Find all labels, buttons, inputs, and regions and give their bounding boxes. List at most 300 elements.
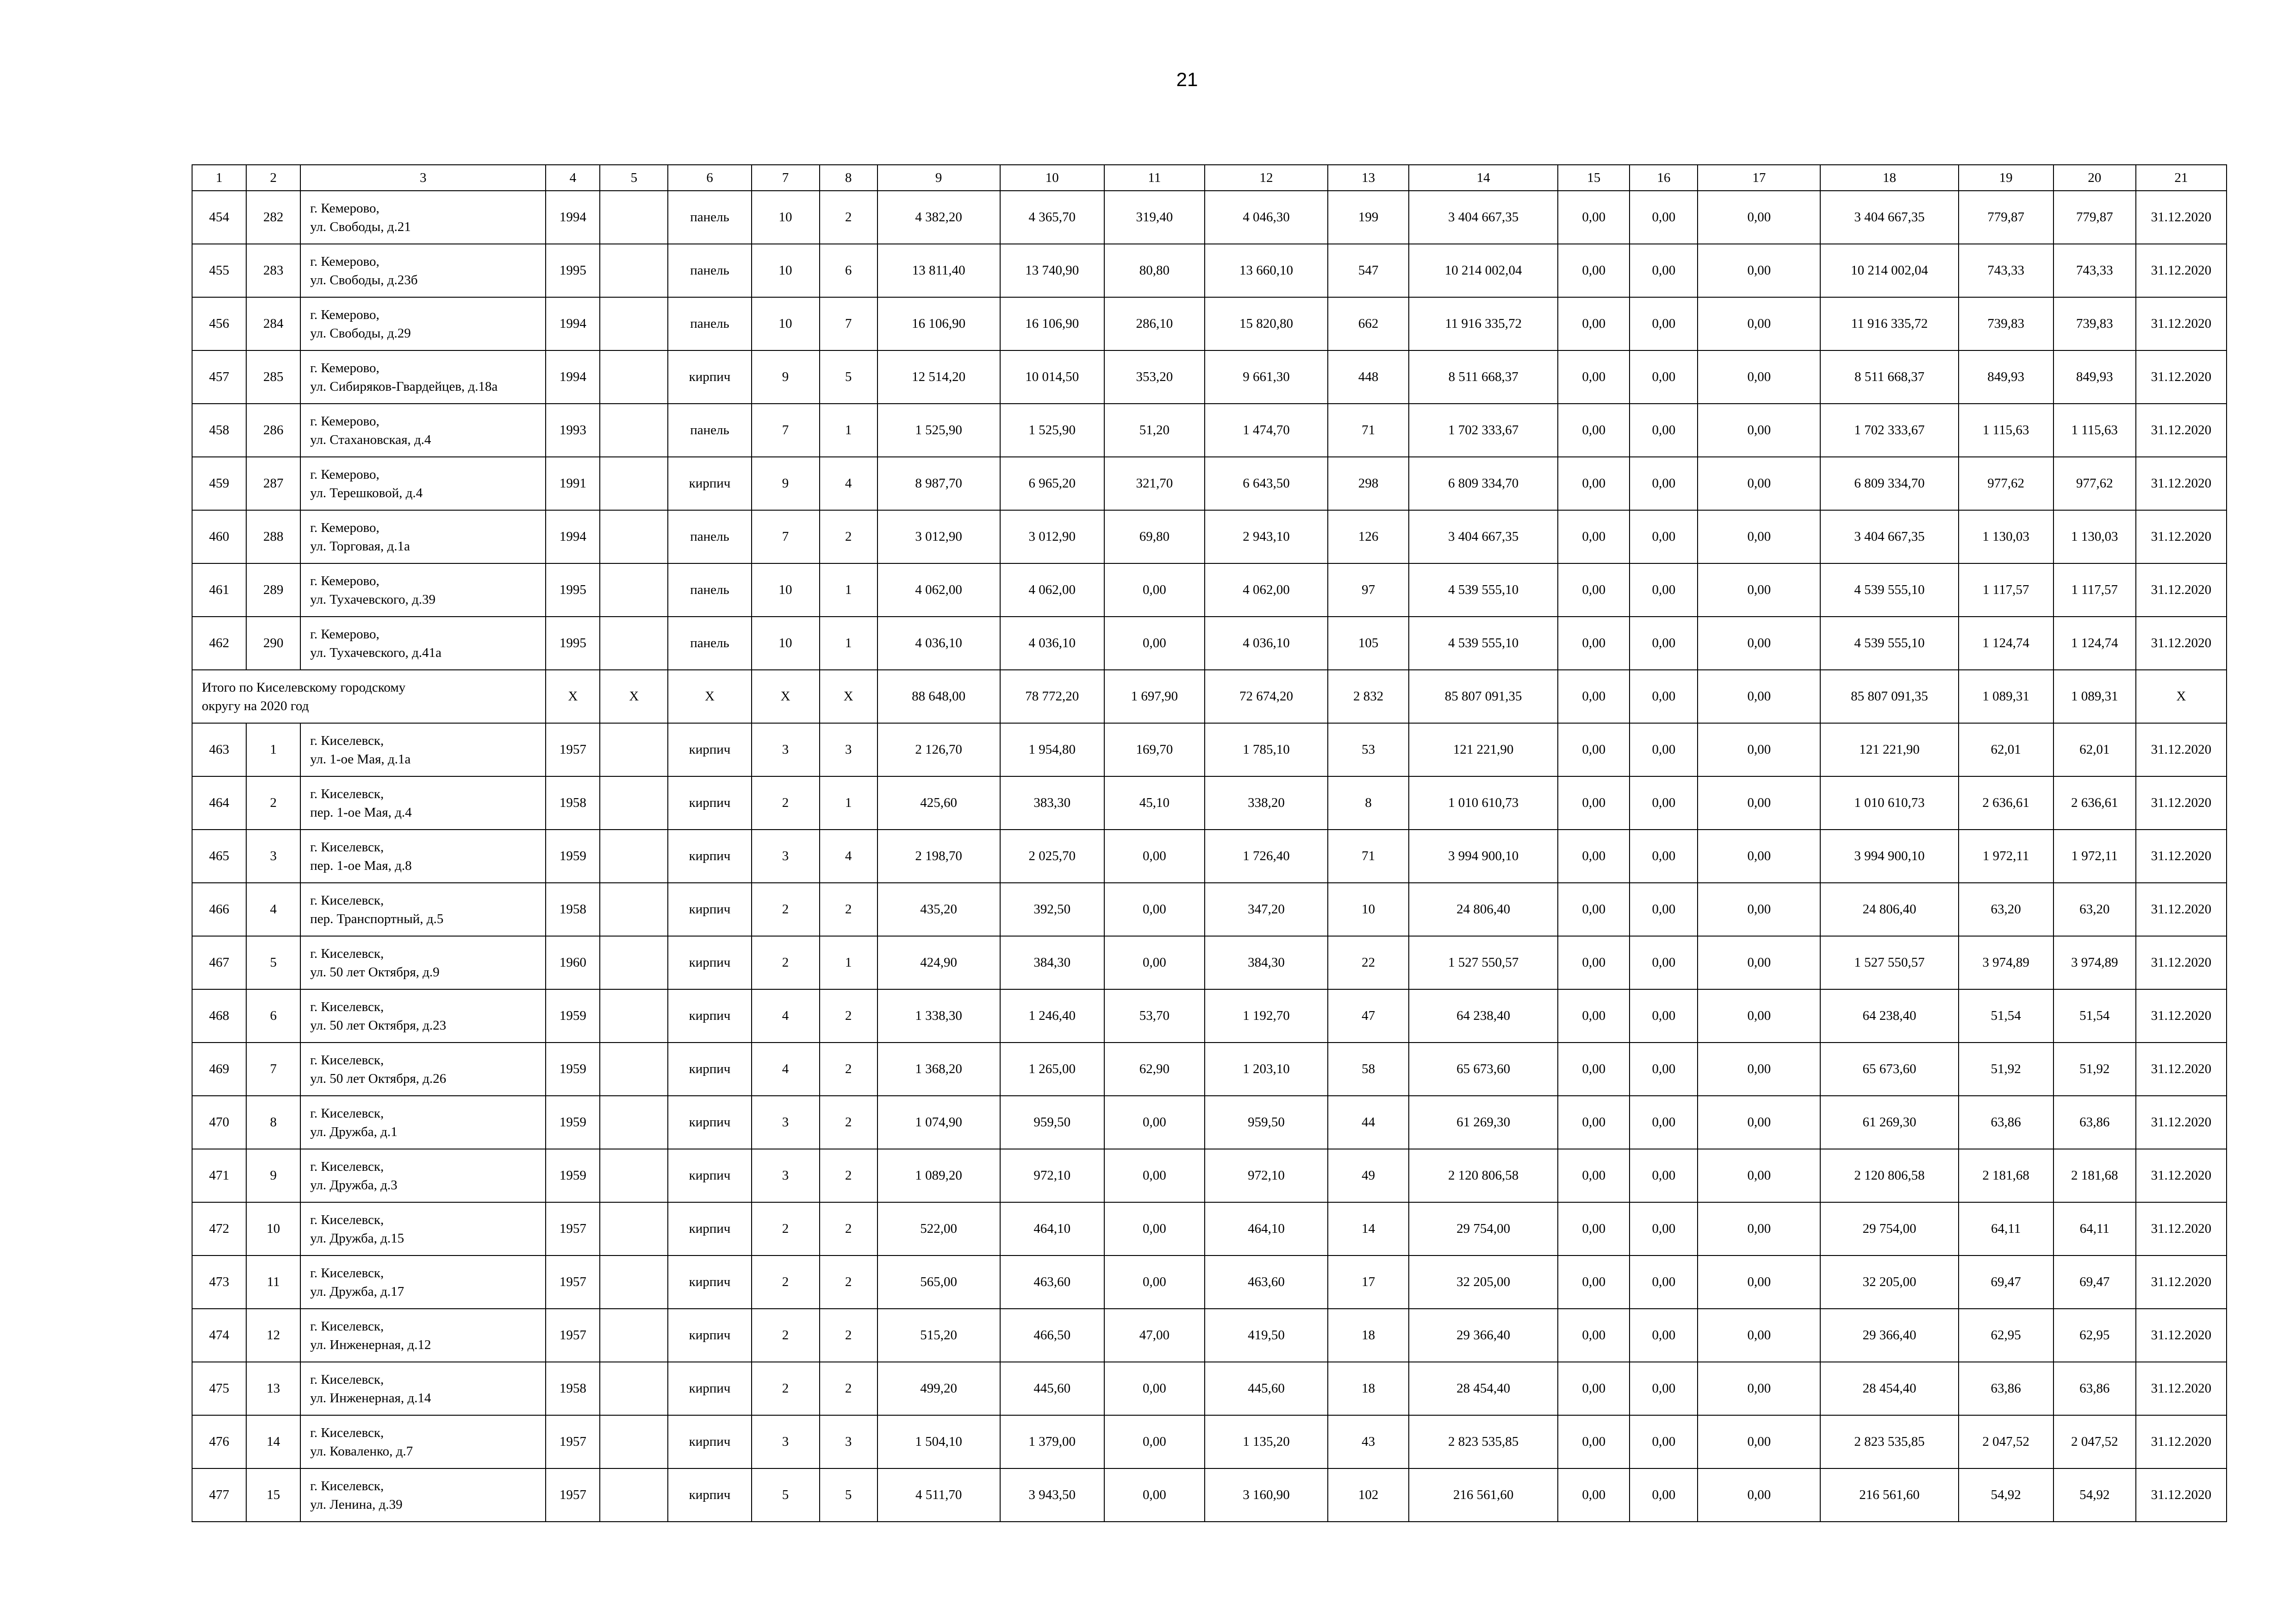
- table-row: [192, 830, 2227, 883]
- local-number-cell: 1: [246, 723, 300, 776]
- cell-col-14: 4 539 555,10: [1409, 617, 1558, 670]
- cell-col-9: 1 338,30: [877, 989, 1000, 1043]
- cell-col-8: 3: [820, 1415, 877, 1468]
- cell-col-21: 31.12.2020: [2136, 1362, 2227, 1415]
- cell-col-10: 4 062,00: [1000, 563, 1104, 617]
- cell-col-20: 1 124,74: [2053, 617, 2136, 670]
- local-number-cell: 7: [246, 1043, 300, 1096]
- cell-col-18: 11 916 335,72: [1820, 297, 1958, 350]
- cell-col-20: 62,01: [2053, 723, 2136, 776]
- table-row: [192, 1362, 2227, 1415]
- cell-col-21: 31.12.2020: [2136, 830, 2227, 883]
- cell-col-13: 199: [1328, 191, 1409, 244]
- address-cell: [300, 1415, 546, 1468]
- cell-col-19: 63,86: [1959, 1362, 2053, 1415]
- cell-col-13: 2 832: [1328, 670, 1409, 723]
- cell-col-16: 0,00: [1630, 1309, 1698, 1362]
- address-street: ул. Дружба, д.3: [310, 1177, 398, 1193]
- cell-col-7: 5: [752, 1468, 820, 1522]
- address-city: г. Кемерово,: [310, 467, 380, 482]
- cell-col-10: 445,60: [1000, 1362, 1104, 1415]
- cell-col-8: 6: [820, 244, 877, 297]
- cell-col-19: 2 181,68: [1959, 1149, 2053, 1202]
- local-number-cell: 8: [246, 1096, 300, 1149]
- cell-col-18: 24 806,40: [1820, 883, 1958, 936]
- cell-col-18: 4 539 555,10: [1820, 617, 1958, 670]
- cell-col-8: 2: [820, 191, 877, 244]
- cell-col-13: 10: [1328, 883, 1409, 936]
- cell-col-10: 3 943,50: [1000, 1468, 1104, 1522]
- cell-col-15: 0,00: [1558, 1415, 1630, 1468]
- cell-col-21: 31.12.2020: [2136, 457, 2227, 510]
- cell-col-19: 743,33: [1959, 244, 2053, 297]
- column-header-12: 12: [1205, 165, 1328, 191]
- cell-col-6: кирпич: [668, 1149, 751, 1202]
- cell-col-7: 2: [752, 1202, 820, 1255]
- row-number-cell: 469: [192, 1043, 246, 1096]
- cell-col-12: 4 062,00: [1205, 563, 1328, 617]
- cell-col-5: [600, 1415, 668, 1468]
- cell-col-14: 1 527 550,57: [1409, 936, 1558, 989]
- row-number-cell: 468: [192, 989, 246, 1043]
- cell-col-18: 2 823 535,85: [1820, 1415, 1958, 1468]
- cell-col-5: [600, 1202, 668, 1255]
- cell-col-15: 0,00: [1558, 989, 1630, 1043]
- cell-col-12: 9 661,30: [1205, 350, 1328, 404]
- cell-col-17: 0,00: [1698, 1149, 1820, 1202]
- cell-col-5: [600, 617, 668, 670]
- local-number-cell: 5: [246, 936, 300, 989]
- cell-col-17: 0,00: [1698, 883, 1820, 936]
- cell-col-21: 31.12.2020: [2136, 723, 2227, 776]
- cell-col-13: 298: [1328, 457, 1409, 510]
- row-number-cell: 474: [192, 1309, 246, 1362]
- cell-col-15: 0,00: [1558, 510, 1630, 563]
- cell-col-5: [600, 1362, 668, 1415]
- cell-col-14: 11 916 335,72: [1409, 297, 1558, 350]
- address-city: г. Кемерово,: [310, 307, 380, 322]
- cell-col-9: 515,20: [877, 1309, 1000, 1362]
- table-row: [192, 350, 2227, 404]
- cell-col-8: 2: [820, 510, 877, 563]
- cell-col-18: 28 454,40: [1820, 1362, 1958, 1415]
- cell-col-18: 1 010 610,73: [1820, 776, 1958, 830]
- cell-col-9: 1 525,90: [877, 404, 1000, 457]
- cell-col-7: 10: [752, 244, 820, 297]
- cell-col-10: 1 525,90: [1000, 404, 1104, 457]
- cell-col-14: 64 238,40: [1409, 989, 1558, 1043]
- cell-col-13: 448: [1328, 350, 1409, 404]
- address-cell: [300, 297, 546, 350]
- cell-col-15: 0,00: [1558, 191, 1630, 244]
- cell-col-5: [600, 457, 668, 510]
- cell-col-14: 61 269,30: [1409, 1096, 1558, 1149]
- row-number-cell: 457: [192, 350, 246, 404]
- cell-col-16: 0,00: [1630, 723, 1698, 776]
- cell-col-9: 1 504,10: [877, 1415, 1000, 1468]
- cell-col-8: 1: [820, 563, 877, 617]
- cell-col-5: [600, 1309, 668, 1362]
- cell-col-18: 216 561,60: [1820, 1468, 1958, 1522]
- address-street: пер. Транспортный, д.5: [310, 911, 444, 926]
- cell-col-10: 463,60: [1000, 1255, 1104, 1309]
- address-cell: [300, 191, 546, 244]
- local-number-cell: 4: [246, 883, 300, 936]
- cell-col-18: 1 527 550,57: [1820, 936, 1958, 989]
- cell-col-9: 4 382,20: [877, 191, 1000, 244]
- cell-col-18: 3 404 667,35: [1820, 191, 1958, 244]
- row-number-cell: 471: [192, 1149, 246, 1202]
- row-number-cell: 456: [192, 297, 246, 350]
- address-cell: [300, 350, 546, 404]
- cell-col-5: [600, 510, 668, 563]
- cell-col-7: 2: [752, 776, 820, 830]
- cell-col-12: 72 674,20: [1205, 670, 1328, 723]
- cell-col-8: 2: [820, 1096, 877, 1149]
- column-number-row: [192, 165, 2227, 191]
- cell-col-8: 2: [820, 1149, 877, 1202]
- cell-col-21: 31.12.2020: [2136, 1096, 2227, 1149]
- cell-col-17: 0,00: [1698, 191, 1820, 244]
- cell-col-21: 31.12.2020: [2136, 350, 2227, 404]
- cell-col-16: 0,00: [1630, 244, 1698, 297]
- cell-col-7: 3: [752, 830, 820, 883]
- address-city: г. Киселевск,: [310, 1212, 384, 1227]
- cell-col-4: 1994: [546, 350, 600, 404]
- local-number-cell: 3: [246, 830, 300, 883]
- cell-col-12: 445,60: [1205, 1362, 1328, 1415]
- cell-col-11: 62,90: [1104, 1043, 1205, 1096]
- address-street: ул. Дружба, д.17: [310, 1284, 404, 1299]
- cell-col-10: 1 379,00: [1000, 1415, 1104, 1468]
- table-row: [192, 989, 2227, 1043]
- table-row: [192, 457, 2227, 510]
- cell-col-10: 392,50: [1000, 883, 1104, 936]
- cell-col-12: 463,60: [1205, 1255, 1328, 1309]
- cell-col-11: 286,10: [1104, 297, 1205, 350]
- cell-col-18: 65 673,60: [1820, 1043, 1958, 1096]
- cell-col-9: 4 062,00: [877, 563, 1000, 617]
- cell-col-9: 16 106,90: [877, 297, 1000, 350]
- cell-col-7: 2: [752, 936, 820, 989]
- column-header-11: 11: [1104, 165, 1205, 191]
- column-header-7: 7: [752, 165, 820, 191]
- cell-col-17: 0,00: [1698, 1255, 1820, 1309]
- cell-col-9: 1 089,20: [877, 1149, 1000, 1202]
- cell-col-18: 4 539 555,10: [1820, 563, 1958, 617]
- address-street: ул. Инженерная, д.14: [310, 1390, 431, 1405]
- cell-col-14: 1 702 333,67: [1409, 404, 1558, 457]
- cell-col-6: кирпич: [668, 1202, 751, 1255]
- cell-col-13: 47: [1328, 989, 1409, 1043]
- address-cell: [300, 1309, 546, 1362]
- cell-col-8: 2: [820, 1255, 877, 1309]
- cell-col-5: [600, 723, 668, 776]
- cell-col-12: 4 046,30: [1205, 191, 1328, 244]
- cell-col-6: кирпич: [668, 1255, 751, 1309]
- cell-col-7: 4: [752, 1043, 820, 1096]
- cell-col-21: 31.12.2020: [2136, 936, 2227, 989]
- table-body: [192, 191, 2227, 1522]
- cell-col-7: 10: [752, 563, 820, 617]
- cell-col-9: 522,00: [877, 1202, 1000, 1255]
- column-header-8: 8: [820, 165, 877, 191]
- cell-col-14: 3 404 667,35: [1409, 510, 1558, 563]
- cell-col-6: кирпич: [668, 1096, 751, 1149]
- cell-col-11: 0,00: [1104, 1362, 1205, 1415]
- address-street: ул. Свободы, д.21: [310, 219, 411, 234]
- cell-col-6: кирпич: [668, 830, 751, 883]
- cell-col-16: 0,00: [1630, 883, 1698, 936]
- cell-col-4: 1995: [546, 244, 600, 297]
- address-city: г. Киселевск,: [310, 1318, 384, 1334]
- address-street: ул. Ленина, д.39: [310, 1497, 403, 1512]
- cell-col-15: 0,00: [1558, 883, 1630, 936]
- cell-col-14: 3 404 667,35: [1409, 191, 1558, 244]
- cell-col-20: 977,62: [2053, 457, 2136, 510]
- row-number-cell: 462: [192, 617, 246, 670]
- cell-col-5: [600, 1096, 668, 1149]
- cell-col-5: [600, 830, 668, 883]
- table-row: [192, 297, 2227, 350]
- cell-col-12: 4 036,10: [1205, 617, 1328, 670]
- cell-col-5: [600, 883, 668, 936]
- cell-col-17: 0,00: [1698, 989, 1820, 1043]
- address-cell: [300, 244, 546, 297]
- cell-col-16: 0,00: [1630, 191, 1698, 244]
- row-number-cell: 463: [192, 723, 246, 776]
- cell-col-9: 88 648,00: [877, 670, 1000, 723]
- cell-col-9: 1 074,90: [877, 1096, 1000, 1149]
- cell-col-10: 4 365,70: [1000, 191, 1104, 244]
- address-city: г. Киселевск,: [310, 1052, 384, 1068]
- cell-col-12: 1 474,70: [1205, 404, 1328, 457]
- cell-col-20: 54,92: [2053, 1468, 2136, 1522]
- cell-col-16: 0,00: [1630, 350, 1698, 404]
- cell-col-17: 0,00: [1698, 404, 1820, 457]
- cell-col-4: 1959: [546, 830, 600, 883]
- cell-col-5: [600, 1255, 668, 1309]
- cell-col-20: 51,92: [2053, 1043, 2136, 1096]
- cell-col-7: 3: [752, 1415, 820, 1468]
- address-cell: [300, 1362, 546, 1415]
- cell-col-17: 0,00: [1698, 1468, 1820, 1522]
- column-header-19: 19: [1959, 165, 2053, 191]
- cell-col-21: 31.12.2020: [2136, 883, 2227, 936]
- cell-col-5: [600, 1149, 668, 1202]
- table-row: [192, 191, 2227, 244]
- column-header-3: 3: [300, 165, 546, 191]
- cell-col-4: 1957: [546, 1202, 600, 1255]
- cell-col-12: 384,30: [1205, 936, 1328, 989]
- local-number-cell: 282: [246, 191, 300, 244]
- cell-col-4: 1959: [546, 989, 600, 1043]
- local-number-cell: 290: [246, 617, 300, 670]
- cell-col-13: 102: [1328, 1468, 1409, 1522]
- cell-col-14: 3 994 900,10: [1409, 830, 1558, 883]
- cell-col-8: 1: [820, 617, 877, 670]
- cell-col-10: 10 014,50: [1000, 350, 1104, 404]
- cell-col-4: 1959: [546, 1043, 600, 1096]
- cell-col-20: 62,95: [2053, 1309, 2136, 1362]
- cell-col-21: 31.12.2020: [2136, 1149, 2227, 1202]
- address-cell: [300, 936, 546, 989]
- cell-col-6: панель: [668, 244, 751, 297]
- cell-col-20: 3 974,89: [2053, 936, 2136, 989]
- row-number-cell: 464: [192, 776, 246, 830]
- table-row: [192, 1149, 2227, 1202]
- cell-col-14: 32 205,00: [1409, 1255, 1558, 1309]
- cell-col-9: 3 012,90: [877, 510, 1000, 563]
- cell-col-12: 959,50: [1205, 1096, 1328, 1149]
- table-row: [192, 1415, 2227, 1468]
- cell-col-15: 0,00: [1558, 723, 1630, 776]
- local-number-cell: 14: [246, 1415, 300, 1468]
- cell-col-20: 739,83: [2053, 297, 2136, 350]
- cell-col-15: 0,00: [1558, 563, 1630, 617]
- cell-col-18: 1 702 333,67: [1820, 404, 1958, 457]
- cell-col-20: 849,93: [2053, 350, 2136, 404]
- column-header-16: 16: [1630, 165, 1698, 191]
- address-street: ул. Тухачевского, д.39: [310, 592, 436, 607]
- cell-col-18: 64 238,40: [1820, 989, 1958, 1043]
- row-number-cell: 476: [192, 1415, 246, 1468]
- cell-col-18: 29 366,40: [1820, 1309, 1958, 1362]
- cell-col-18: 2 120 806,58: [1820, 1149, 1958, 1202]
- cell-col-9: 12 514,20: [877, 350, 1000, 404]
- cell-col-11: 47,00: [1104, 1309, 1205, 1362]
- cell-col-16: 0,00: [1630, 457, 1698, 510]
- cell-col-7: 2: [752, 1309, 820, 1362]
- cell-col-10: 466,50: [1000, 1309, 1104, 1362]
- cell-col-13: 53: [1328, 723, 1409, 776]
- cell-col-19: 63,20: [1959, 883, 2053, 936]
- cell-col-9: 565,00: [877, 1255, 1000, 1309]
- cell-col-10: 1 265,00: [1000, 1043, 1104, 1096]
- address-city: г. Киселевск,: [310, 1478, 384, 1493]
- cell-col-21: 31.12.2020: [2136, 510, 2227, 563]
- cell-col-12: 972,10: [1205, 1149, 1328, 1202]
- cell-col-16: 0,00: [1630, 404, 1698, 457]
- cell-col-16: 0,00: [1630, 1096, 1698, 1149]
- cell-col-16: 0,00: [1630, 830, 1698, 883]
- local-number-cell: 283: [246, 244, 300, 297]
- address-cell: [300, 404, 546, 457]
- cell-col-12: 2 943,10: [1205, 510, 1328, 563]
- row-number-cell: 460: [192, 510, 246, 563]
- cell-col-12: 1 135,20: [1205, 1415, 1328, 1468]
- cell-col-17: 0,00: [1698, 617, 1820, 670]
- local-number-cell: 284: [246, 297, 300, 350]
- table-row: [192, 723, 2227, 776]
- cell-col-19: 779,87: [1959, 191, 2053, 244]
- cell-col-20: 63,86: [2053, 1096, 2136, 1149]
- address-cell: [300, 1468, 546, 1522]
- address-city: г. Киселевск,: [310, 1372, 384, 1387]
- cell-col-10: 384,30: [1000, 936, 1104, 989]
- total-label-line-2: округу на 2020 год: [202, 698, 309, 713]
- cell-col-20: 69,47: [2053, 1255, 2136, 1309]
- cell-col-21: X: [2136, 670, 2227, 723]
- cell-col-5: [600, 404, 668, 457]
- address-street: пер. 1-ое Мая, д.4: [310, 805, 412, 820]
- cell-col-5: [600, 936, 668, 989]
- cell-col-8: X: [820, 670, 877, 723]
- cell-col-20: 2 047,52: [2053, 1415, 2136, 1468]
- address-cell: [300, 723, 546, 776]
- cell-col-10: 78 772,20: [1000, 670, 1104, 723]
- local-number-cell: 2: [246, 776, 300, 830]
- cell-col-15: 0,00: [1558, 297, 1630, 350]
- address-city: г. Кемерово,: [310, 573, 380, 588]
- cell-col-16: 0,00: [1630, 617, 1698, 670]
- cell-col-10: 1 246,40: [1000, 989, 1104, 1043]
- cell-col-13: 49: [1328, 1149, 1409, 1202]
- cell-col-6: кирпич: [668, 457, 751, 510]
- cell-col-10: 3 012,90: [1000, 510, 1104, 563]
- cell-col-5: [600, 1043, 668, 1096]
- cell-col-16: 0,00: [1630, 1202, 1698, 1255]
- cell-col-13: 71: [1328, 830, 1409, 883]
- page-number: 21: [1176, 69, 1198, 90]
- cell-col-4: 1994: [546, 297, 600, 350]
- cell-col-18: 3 404 667,35: [1820, 510, 1958, 563]
- cell-col-6: кирпич: [668, 1415, 751, 1468]
- address-city: г. Киселевск,: [310, 1106, 384, 1121]
- cell-col-15: 0,00: [1558, 1202, 1630, 1255]
- cell-col-20: 1 972,11: [2053, 830, 2136, 883]
- cell-col-18: 121 221,90: [1820, 723, 1958, 776]
- cell-col-14: 85 807 091,35: [1409, 670, 1558, 723]
- cell-col-5: [600, 297, 668, 350]
- cell-col-15: 0,00: [1558, 244, 1630, 297]
- cell-col-13: 8: [1328, 776, 1409, 830]
- cell-col-6: кирпич: [668, 1468, 751, 1522]
- address-city: г. Киселевск,: [310, 1265, 384, 1280]
- address-street: ул. Свободы, д.23б: [310, 272, 418, 287]
- cell-col-14: 8 511 668,37: [1409, 350, 1558, 404]
- cell-col-6: кирпич: [668, 1309, 751, 1362]
- cell-col-9: 499,20: [877, 1362, 1000, 1415]
- cell-col-17: 0,00: [1698, 723, 1820, 776]
- row-number-cell: 475: [192, 1362, 246, 1415]
- cell-col-6: кирпич: [668, 989, 751, 1043]
- cell-col-7: X: [752, 670, 820, 723]
- cell-col-16: 0,00: [1630, 670, 1698, 723]
- cell-col-4: 1994: [546, 191, 600, 244]
- cell-col-15: 0,00: [1558, 1309, 1630, 1362]
- address-street: ул. 1-ое Мая, д.1а: [310, 751, 411, 767]
- cell-col-19: 1 972,11: [1959, 830, 2053, 883]
- address-street: ул. Терешковой, д.4: [310, 485, 423, 500]
- cell-col-11: 321,70: [1104, 457, 1205, 510]
- cell-col-19: 849,93: [1959, 350, 2053, 404]
- cell-col-15: 0,00: [1558, 350, 1630, 404]
- local-number-cell: 285: [246, 350, 300, 404]
- cell-col-15: 0,00: [1558, 1468, 1630, 1522]
- total-row: [192, 670, 2227, 723]
- cell-col-9: 425,60: [877, 776, 1000, 830]
- table-row: [192, 1202, 2227, 1255]
- row-number-cell: 455: [192, 244, 246, 297]
- cell-col-8: 1: [820, 936, 877, 989]
- cell-col-6: кирпич: [668, 776, 751, 830]
- cell-col-13: 105: [1328, 617, 1409, 670]
- cell-col-18: 32 205,00: [1820, 1255, 1958, 1309]
- address-city: г. Киселевск,: [310, 999, 384, 1014]
- total-label-line-1: Итого по Киселевскому городскому: [202, 680, 406, 695]
- cell-col-10: 972,10: [1000, 1149, 1104, 1202]
